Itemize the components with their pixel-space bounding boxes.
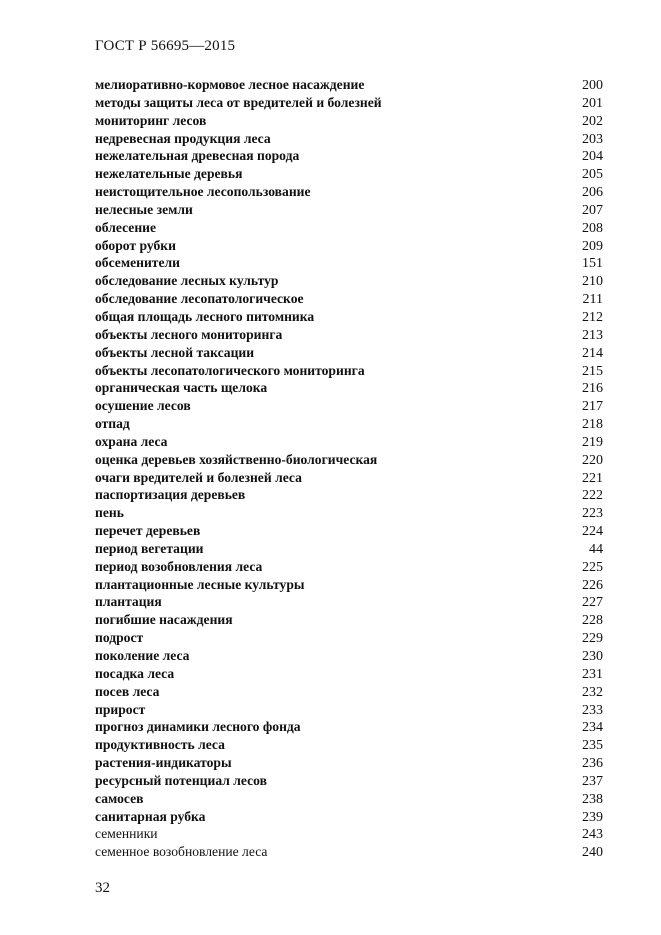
alphabetical-index: [95, 76, 603, 861]
index-page-number: 202: [582, 113, 603, 129]
index-page-number: 232: [582, 684, 603, 700]
index-entry: [95, 308, 603, 326]
index-entry: [95, 754, 603, 772]
index-page-number: 239: [582, 809, 603, 825]
index-page-number: 206: [582, 185, 603, 201]
index-page-number: 227: [582, 595, 603, 611]
index-entry: [95, 843, 603, 861]
index-term: облесение: [95, 219, 157, 235]
index-page-number: 205: [582, 167, 603, 183]
page-number: 32: [95, 880, 110, 896]
index-entry: [95, 486, 603, 504]
index-entry: [95, 522, 603, 540]
index-entry: [95, 647, 603, 665]
index-entry: [95, 76, 603, 94]
index-term: семенники: [95, 826, 158, 842]
index-entry: [95, 147, 603, 165]
index-entry: [95, 237, 603, 255]
index-page-number: 221: [582, 470, 603, 486]
index-entry: [95, 593, 603, 611]
index-page-number: 229: [582, 631, 603, 647]
index-page-number: 200: [582, 78, 603, 93]
index-term: период возобновления леса: [95, 558, 263, 574]
index-entry: [95, 718, 603, 736]
index-page-number: 209: [582, 238, 603, 254]
index-entry: [95, 362, 603, 380]
index-term: органическая часть щелока: [95, 380, 268, 396]
index-entry: [95, 290, 603, 308]
index-term: продуктивность леса: [95, 737, 225, 753]
index-page-number: 219: [582, 434, 603, 450]
index-term: объекты лесного мониторинга: [95, 326, 283, 342]
index-entry: [95, 469, 603, 487]
index-entry: [95, 344, 603, 362]
index-entry: [95, 272, 603, 290]
index-entry: [95, 397, 603, 415]
index-page-number: 208: [582, 220, 603, 236]
index-entry: [95, 165, 603, 183]
index-page-number: 243: [582, 827, 603, 843]
index-page-number: 240: [582, 845, 603, 861]
index-entry: [95, 94, 603, 112]
index-page-number: 44: [589, 541, 603, 557]
index-term: поколение леса: [95, 648, 190, 663]
index-page-number: 212: [582, 309, 603, 325]
index-entry: [95, 540, 603, 558]
index-term: объекты лесопатологического мониторинга: [95, 362, 365, 378]
index-term: период вегетации: [95, 540, 204, 556]
index-entry: [95, 772, 603, 790]
index-page-number: 217: [582, 399, 603, 415]
index-term: неистощительное лесопользование: [95, 184, 311, 200]
index-page-number: 201: [582, 95, 603, 111]
index-page-number: 236: [582, 756, 603, 772]
index-page-number: 210: [582, 274, 603, 290]
index-page-number: 228: [582, 613, 603, 629]
index-term: обследование лесных культур: [95, 273, 279, 289]
index-page-number: 231: [582, 666, 603, 682]
index-entry: [95, 451, 603, 469]
index-term: очаги вредителей и болезней леса: [95, 469, 302, 485]
index-entry: [95, 576, 603, 594]
index-term: обследование лесопатологическое: [95, 291, 304, 307]
index-term: объекты лесной таксации: [95, 344, 255, 360]
index-page-number: 237: [582, 773, 603, 789]
index-entry: [95, 219, 603, 237]
index-entry: [95, 379, 603, 397]
index-entry: [95, 629, 603, 647]
index-term: методы защиты леса от вредителей и болезней: [95, 94, 382, 110]
index-page-number: 204: [582, 149, 603, 165]
index-term: плантационные лесные культуры: [95, 576, 305, 592]
index-term: семенное возобновление леса: [95, 844, 268, 860]
index-entry: [95, 112, 603, 130]
document-header: ГОСТ Р 56695—2015: [95, 38, 236, 54]
index-page-number: 225: [582, 559, 603, 575]
index-page-number: 226: [582, 577, 603, 593]
index-term: мелиоративно-кормовое лесное насаждение: [95, 77, 365, 92]
index-term: обсеменители: [95, 255, 180, 271]
index-term: подрост: [95, 630, 144, 646]
index-term: прирост: [95, 701, 146, 717]
index-page-number: 233: [582, 702, 603, 718]
index-term: ресурсный потенциал лесов: [95, 772, 267, 788]
index-page-number: 238: [582, 791, 603, 807]
index-entry: [95, 665, 603, 683]
index-term: посев леса: [95, 683, 160, 699]
index-page-number: 215: [582, 363, 603, 379]
index-term: санитарная рубка: [95, 808, 206, 824]
index-page-number: 222: [582, 488, 603, 504]
index-term: плантация: [95, 594, 162, 610]
index-term: погибшие насаждения: [95, 612, 233, 628]
index-term: охрана леса: [95, 433, 168, 449]
index-entry: [95, 415, 603, 433]
index-entry: [95, 790, 603, 808]
index-term: прогноз динамики лесного фонда: [95, 719, 301, 735]
index-term: самосев: [95, 790, 144, 806]
index-page-number: 235: [582, 738, 603, 754]
index-entry: [95, 825, 603, 843]
index-term: посадка леса: [95, 665, 175, 681]
index-page-number: 234: [582, 720, 603, 736]
index-term: оценка деревьев хозяйственно-биологическая: [95, 451, 378, 467]
index-term: осушение лесов: [95, 398, 191, 414]
index-page-number: 211: [582, 292, 603, 308]
index-entry: [95, 504, 603, 522]
index-term: мониторинг лесов: [95, 112, 207, 128]
index-term: пень: [95, 505, 124, 521]
index-page-number: 151: [582, 256, 603, 272]
index-term: перечет деревьев: [95, 523, 201, 539]
index-entry: [95, 201, 603, 219]
index-entry: [95, 326, 603, 344]
index-term: нелесные земли: [95, 201, 193, 217]
index-term: нежелательная древесная порода: [95, 148, 300, 164]
index-page-number: 220: [582, 452, 603, 468]
index-page-number: 223: [582, 506, 603, 522]
index-term: отпад: [95, 416, 130, 432]
index-page-number: 207: [582, 202, 603, 218]
index-entry: [95, 736, 603, 754]
index-term: растения-индикаторы: [95, 755, 232, 771]
index-entry: [95, 433, 603, 451]
index-entry: [95, 254, 603, 272]
index-entry: [95, 611, 603, 629]
index-page-number: 216: [582, 381, 603, 397]
index-page-number: 224: [582, 524, 603, 540]
index-page-number: 230: [582, 649, 603, 664]
index-page-number: 203: [582, 131, 603, 147]
index-page-number: 213: [582, 327, 603, 343]
index-entry: [95, 183, 603, 201]
index-term: оборот рубки: [95, 237, 176, 253]
index-term: недревесная продукция леса: [95, 130, 271, 146]
index-entry: [95, 558, 603, 576]
index-page-number: 218: [582, 417, 603, 433]
index-entry: [95, 808, 603, 826]
index-entry: [95, 701, 603, 719]
index-page-number: 214: [582, 345, 603, 361]
index-term: нежелательные деревья: [95, 166, 243, 182]
index-entry: [95, 130, 603, 148]
index-entry: [95, 683, 603, 701]
index-term: паспортизация деревьев: [95, 487, 246, 503]
index-term: общая площадь лесного питомника: [95, 308, 315, 324]
